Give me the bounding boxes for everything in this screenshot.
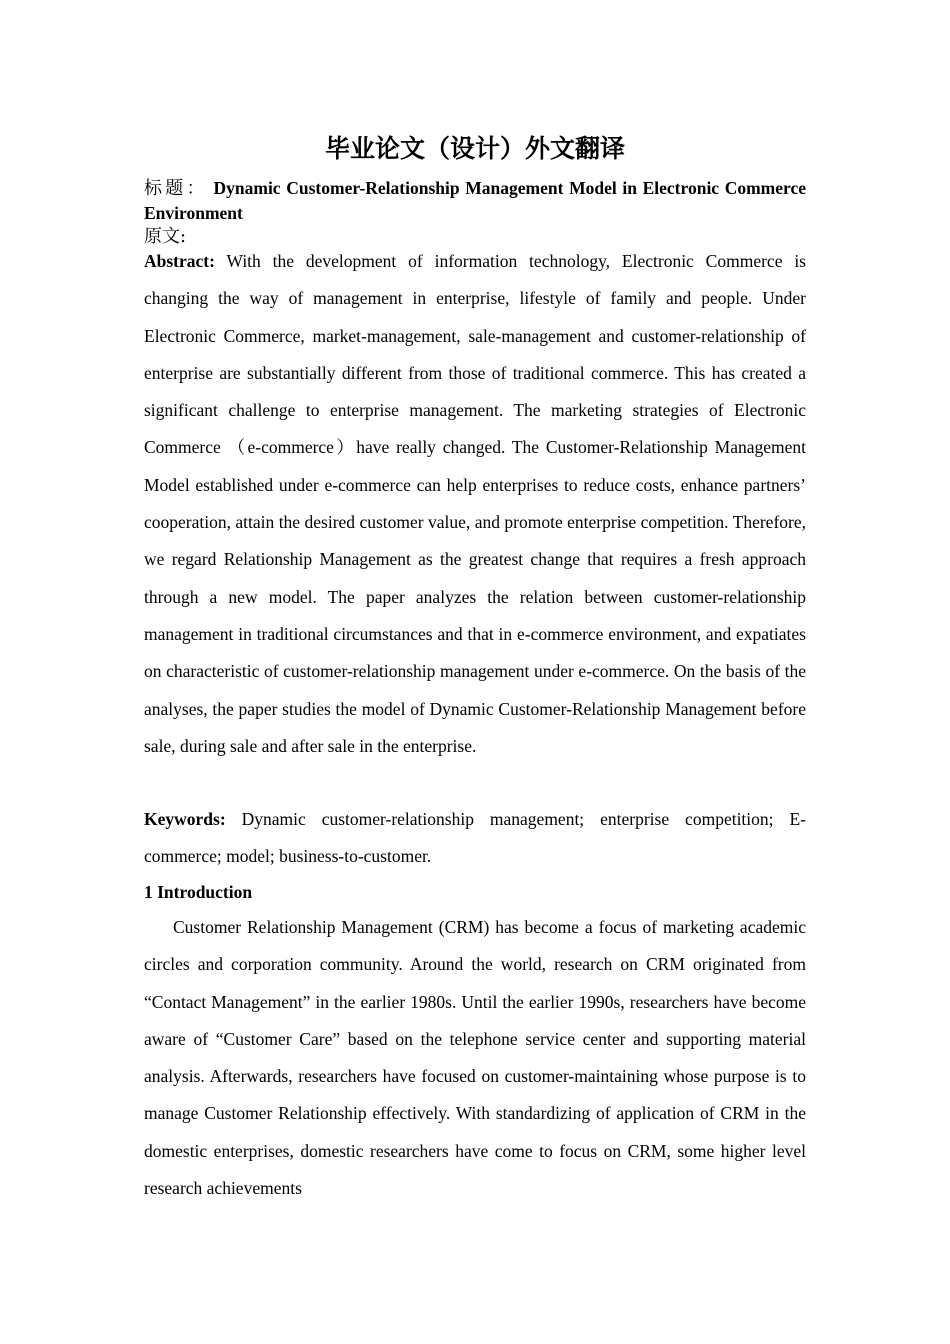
document-title: 毕业论文（设计）外文翻译 xyxy=(324,134,625,163)
abstract-text: With the development of information technology, Electronic Commerce is changing the way of management in enterprise, lifestyle of family and people. Under Electronic Commerce, market-management, sale-management and customer-relationship of enterprise are substantially different from those of traditional commerce. This has created a significant challenge to enterprise management. The marketing strategies of Electronic Commerce （e-commerce）have really changed. The Customer-Relationship Management Model established under e-commerce can help enterprises to reduce costs, enhance partners’ cooperation, attain the desired customer value, and promote enterprise competition. Therefore, we regard Relationship Management as the greatest change that requires a fresh approach through a new model. The paper analyzes the relation between customer-relationship management in traditional circumstances and that in e-commerce environment, and expatiates on characteristic of customer-relationship management under e-commerce. On the basis of the analyses, the paper studies the model of Dynamic Customer-Relationship Management before sale, during sale and after sale in the enterprise. xyxy=(144,251,806,756)
keywords-lead: Keywords: xyxy=(144,809,226,829)
abstract-lead: Abstract: xyxy=(144,251,215,271)
title-label: 标题： xyxy=(144,178,208,199)
section-heading-introduction: 1 Introduction xyxy=(144,882,253,902)
original-text-label: 原文: xyxy=(144,226,187,247)
keywords-paragraph xyxy=(144,801,806,876)
paper-title-line xyxy=(144,176,806,225)
introduction-paragraph: Customer Relationship Management (CRM) has become a focus of marketing academic circles and corporation community. Around the world, research on CRM originated from “Contact Management” in the earlier 1980s. Until the earlier 1990s, researchers have become aware of “Customer Care” based on the telephone service center and supporting material analysis. Afterwards, researchers have focused on customer-maintaining whose purpose is to manage Customer Relationship effectively. With standardizing of application of CRM in the domestic enterprises, domestic researchers have come to focus on CRM, some higher level research achievements xyxy=(144,917,806,1199)
paper-title: Dynamic Customer-Relationship Management Model in Electronic Commerce Environment xyxy=(144,178,807,223)
abstract-paragraph xyxy=(144,243,806,765)
keywords-text: Dynamic customer-relationship management; enterprise competition; E-commerce; model; business-to-customer. xyxy=(144,809,806,867)
